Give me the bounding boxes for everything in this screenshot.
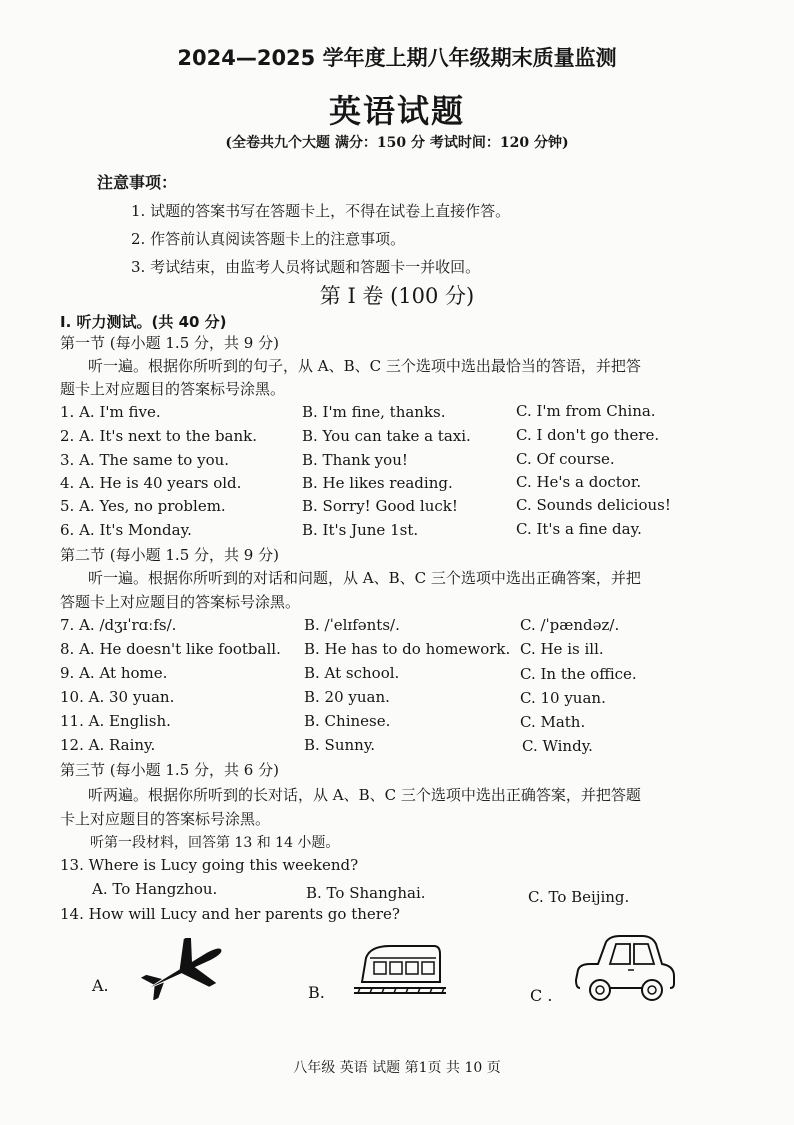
instruction-line: 听一遍。根据你所听到的句子，从 A、B、C 三个选项中选出最恰当的答语，并把答 (88, 357, 641, 375)
option-a: 10. A. 30 yuan. (60, 688, 175, 706)
car-icon (572, 930, 680, 1008)
exam-title-line1: 2024—2025 学年度上期八年级期末质量监测 (177, 46, 617, 70)
option-b: B. /ˈelɪfənts/. (304, 616, 400, 634)
option-c: C. I'm from China. (516, 402, 656, 420)
train-icon (350, 938, 450, 998)
option-c: C. He is ill. (520, 640, 604, 658)
exam-title: 英语试题 (328, 92, 465, 130)
question-13: 13. Where is Lucy going this weekend? (60, 856, 359, 874)
option-a: 5. A. Yes, no problem. (60, 497, 226, 515)
option-b: B. 20 yuan. (304, 688, 390, 706)
instruction-line: 卡上对应题目的答案标号涂黑。 (60, 810, 271, 828)
instruction-line: 听一遍。根据你所听到的对话和问题，从 A、B、C 三个选项中选出正确答案，并把 (88, 569, 641, 587)
option-a: 7. A. /dʒɪˈrɑːfs/. (60, 616, 177, 634)
picture-label-b: B. (308, 983, 325, 1002)
option-b: B. Sunny. (304, 736, 376, 754)
instruction-line: 答题卡上对应题目的答案标号涂黑。 (60, 593, 301, 611)
option-a: 3. A. The same to you. (60, 451, 230, 469)
option-c: C. Windy. (522, 737, 593, 755)
page-footer: 八年级 英语 试题 第1页 共 10 页 (293, 1060, 501, 1076)
option-a: 1. A. I'm five. (60, 403, 161, 421)
option-b: B. It's June 1st. (302, 521, 419, 539)
option-b: B. He has to do homework. (304, 640, 511, 658)
option-b: B. You can take a taxi. (302, 427, 471, 445)
option-a: A. To Hangzhou. (92, 880, 218, 898)
option-a: 2. A. It's next to the bank. (60, 427, 258, 445)
option-c: C. Sounds delicious! (516, 496, 671, 514)
notice-item: 2. 作答前认真阅读答题卡上的注意事项。 (131, 230, 406, 248)
option-c: C. Math. (520, 713, 586, 731)
option-a: 8. A. He doesn't like football. (60, 640, 281, 658)
option-c: C. /ˈpændəz/. (520, 616, 620, 634)
exam-subtitle: (全卷共九个大题 满分：150 分 考试时间：120 分钟) (225, 135, 569, 151)
option-c: C. In the office. (520, 665, 637, 683)
instruction-line: 听两遍。根据你所听到的长对话，从 A、B、C 三个选项中选出正确答案，并把答题 (88, 786, 641, 804)
option-c: C. It's a fine day. (516, 520, 642, 538)
part-title: 第 I 卷 (100 分) (319, 284, 475, 308)
option-c: C. To Beijing. (528, 888, 630, 906)
option-b: B. Chinese. (304, 712, 391, 730)
notice-heading: 注意事项： (97, 173, 178, 192)
material-note: 听第一段材料，回答第 13 和 14 小题。 (90, 835, 340, 851)
subsection-title: 第一节 (每小题 1.5 分，共 9 分) (60, 334, 279, 352)
option-b: B. At school. (304, 664, 400, 682)
question-14: 14. How will Lucy and her parents go there? (60, 905, 400, 923)
option-a: 6. A. It's Monday. (60, 521, 192, 539)
option-b: B. Sorry! Good luck! (302, 497, 458, 515)
instruction-line: 题卡上对应题目的答案标号涂黑。 (60, 380, 286, 398)
picture-label-c: C . (530, 986, 553, 1005)
notice-item: 1. 试题的答案书写在答题卡上，不得在试卷上直接作答。 (131, 202, 511, 220)
option-a: 12. A. Rainy. (60, 736, 156, 754)
picture-label-a: A. (92, 976, 109, 995)
airplane-icon (140, 938, 230, 1000)
option-b: B. Thank you! (302, 451, 408, 469)
option-a: 4. A. He is 40 years old. (60, 474, 242, 492)
option-a: 11. A. English. (60, 712, 171, 730)
subsection-title: 第二节 (每小题 1.5 分，共 9 分) (60, 546, 279, 564)
option-b: B. To Shanghai. (306, 884, 426, 902)
option-c: C. I don't go there. (516, 426, 660, 444)
section-title: I. 听力测试。(共 40 分) (60, 313, 227, 331)
option-b: B. I'm fine, thanks. (302, 403, 446, 421)
option-c: C. Of course. (516, 450, 615, 468)
option-c: C. 10 yuan. (520, 689, 606, 707)
subsection-title: 第三节 (每小题 1.5 分，共 6 分) (60, 761, 279, 779)
option-b: B. He likes reading. (302, 474, 453, 492)
option-c: C. He's a doctor. (516, 473, 642, 491)
notice-item: 3. 考试结束，由监考人员将试题和答题卡一并收回。 (131, 258, 481, 276)
option-a: 9. A. At home. (60, 664, 168, 682)
